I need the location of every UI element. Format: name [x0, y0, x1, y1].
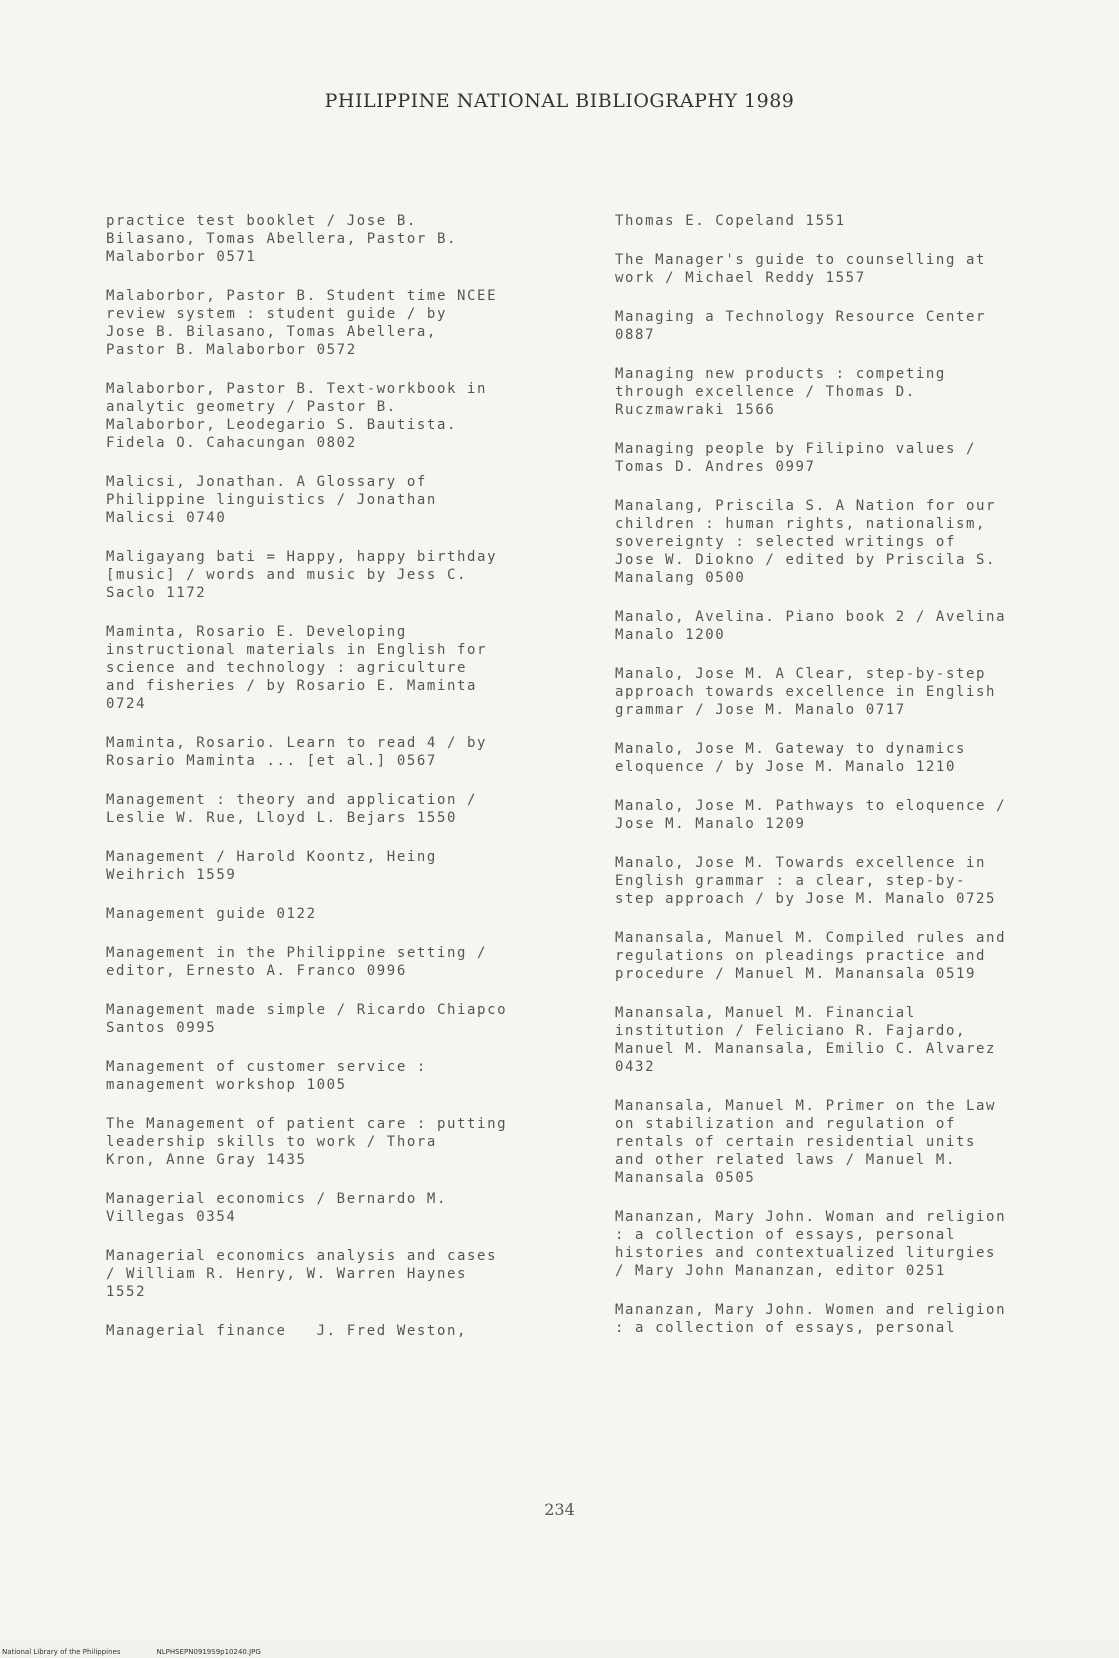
- entry-line: histories and contextualized liturgies: [615, 1245, 997, 1261]
- entry-line: management workshop 1005: [106, 1077, 347, 1093]
- bibliography-entry: [106, 287, 586, 359]
- entry-line: Maligayang bati = Happy, happy birthday: [106, 549, 498, 565]
- bibliography-entry: [615, 929, 1095, 983]
- entry-line: grammar / Jose M. Manalo 0717: [615, 702, 906, 718]
- page-title: PHILIPPINE NATIONAL BIBLIOGRAPHY 1989: [324, 90, 795, 112]
- entry-line: regulations on pleadings practice and: [615, 948, 987, 964]
- entry-line: Mananzan, Mary John. Women and religion: [615, 1302, 1007, 1318]
- bibliography-entry: [106, 1115, 586, 1169]
- entry-line: Manansala, Manuel M. Financial: [615, 1005, 916, 1021]
- entry-line: Managing new products : competing: [615, 366, 946, 382]
- entry-line: Manalo, Avelina. Piano book 2 / Avelina: [615, 609, 1007, 625]
- entry-line: 1552: [106, 1284, 147, 1300]
- bibliography-entry: [615, 251, 1095, 287]
- footer-library: National Library of the Philippines: [2, 1648, 121, 1656]
- entry-line: on stabilization and regulation of: [615, 1116, 956, 1132]
- entry-line: step approach / by Jose M. Manalo 0725: [615, 891, 997, 907]
- entry-line: 0432: [615, 1059, 656, 1075]
- bibliography-entry: [615, 1097, 1095, 1187]
- bibliography-entry: [106, 848, 586, 884]
- entry-line: instructional materials in English for: [106, 642, 488, 658]
- entry-line: Kron, Anne Gray 1435: [106, 1152, 307, 1168]
- entry-line: Malicsi, Jonathan. A Glossary of: [106, 474, 427, 490]
- entry-line: Managerial finance J. Fred Weston,: [106, 1323, 468, 1339]
- left-column: [106, 212, 586, 1361]
- bibliography-entry: [615, 854, 1095, 908]
- scan-footer: [2, 1648, 297, 1656]
- bibliography-entry: [106, 905, 586, 923]
- bibliography-entry: [615, 740, 1095, 776]
- entry-line: review system : student guide / by: [106, 306, 447, 322]
- entry-line: Managerial economics / Bernardo M.: [106, 1191, 447, 1207]
- entry-line: Villegas 0354: [106, 1209, 237, 1225]
- bibliography-entry: [106, 623, 586, 713]
- entry-line: Management : theory and application /: [106, 792, 478, 808]
- bibliography-entry: [615, 1004, 1095, 1076]
- entry-line: through excellence / Thomas D.: [615, 384, 916, 400]
- entry-line: Jose B. Bilasano, Tomas Abellera,: [106, 324, 437, 340]
- entry-line: Management made simple / Ricardo Chiapco: [106, 1002, 508, 1018]
- entry-line: and fisheries / by Rosario E. Maminta: [106, 678, 478, 694]
- entry-line: Manalo, Jose M. Towards excellence in: [615, 855, 987, 871]
- entry-line: procedure / Manuel M. Manansala 0519: [615, 966, 977, 982]
- entry-line: Manuel M. Manansala, Emilio C. Alvarez: [615, 1041, 997, 1057]
- entry-line: Saclo 1172: [106, 585, 207, 601]
- entry-line: Malaborbor, Leodegario S. Bautista.: [106, 417, 458, 433]
- entry-line: Managerial economics analysis and cases: [106, 1248, 498, 1264]
- bibliography-entry: [106, 944, 586, 980]
- entry-line: Management in the Philippine setting /: [106, 945, 488, 961]
- entry-line: [music] / words and music by Jess C.: [106, 567, 468, 583]
- page-number: 234: [544, 1500, 575, 1519]
- entry-line: Maminta, Rosario E. Developing: [106, 624, 407, 640]
- entry-line: Mananzan, Mary John. Woman and religion: [615, 1209, 1007, 1225]
- entry-line: Weihrich 1559: [106, 867, 237, 883]
- entry-line: practice test booklet / Jose B.: [106, 213, 417, 229]
- entry-line: editor, Ernesto A. Franco 0996: [106, 963, 407, 979]
- entry-line: The Management of patient care : putting: [106, 1116, 508, 1132]
- entry-line: Ruczmawraki 1566: [615, 402, 776, 418]
- entry-line: Manansala, Manuel M. Primer on the Law: [615, 1098, 997, 1114]
- bibliography-entry: [615, 1208, 1095, 1280]
- entry-line: science and technology : agriculture: [106, 660, 468, 676]
- bibliography-entry: [615, 1301, 1095, 1337]
- entry-line: 0887: [615, 327, 656, 343]
- bibliography-entry: [615, 308, 1095, 344]
- entry-line: Fidela O. Cahacungan 0802: [106, 435, 357, 451]
- entry-line: Thomas E. Copeland 1551: [615, 213, 846, 229]
- entry-line: Managing a Technology Resource Center: [615, 309, 987, 325]
- entry-line: work / Michael Reddy 1557: [615, 270, 866, 286]
- bibliography-entry: [615, 608, 1095, 644]
- footer-file: NLPHSEPN0919S9p10240.JPG: [156, 1648, 261, 1656]
- bibliography-entry: [106, 1001, 586, 1037]
- entry-line: Maminta, Rosario. Learn to read 4 / by: [106, 735, 488, 751]
- right-column: [615, 212, 1095, 1358]
- bibliography-entry: [106, 212, 586, 266]
- entry-line: Manalang 0500: [615, 570, 746, 586]
- entry-line: Leslie W. Rue, Lloyd L. Bejars 1550: [106, 810, 458, 826]
- entry-line: Malaborbor, Pastor B. Student time NCEE: [106, 288, 498, 304]
- bibliography-entry: [106, 548, 586, 602]
- bibliography-entry: [615, 497, 1095, 587]
- entry-line: approach towards excellence in English: [615, 684, 997, 700]
- entry-line: Malaborbor, Pastor B. Text-workbook in: [106, 381, 488, 397]
- entry-line: The Manager's guide to counselling at: [615, 252, 987, 268]
- entry-line: Manalo, Jose M. Gateway to dynamics: [615, 741, 967, 757]
- entry-line: Manalo, Jose M. A Clear, step-by-step: [615, 666, 987, 682]
- bibliography-entry: [106, 1322, 586, 1340]
- entry-line: and other related laws / Manuel M.: [615, 1152, 956, 1168]
- entry-line: Managing people by Filipino values /: [615, 441, 977, 457]
- bibliography-entry: [615, 665, 1095, 719]
- bibliography-entry: [615, 212, 1095, 230]
- bibliography-entry: [106, 380, 586, 452]
- entry-line: Management of customer service :: [106, 1059, 427, 1075]
- entry-line: leadership skills to work / Thora: [106, 1134, 437, 1150]
- entry-line: Manalo, Jose M. Pathways to eloquence /: [615, 798, 1007, 814]
- bibliography-entry: [615, 365, 1095, 419]
- entry-line: Pastor B. Malaborbor 0572: [106, 342, 357, 358]
- entry-line: Manalang, Priscila S. A Nation for our: [615, 498, 997, 514]
- entry-line: children : human rights, nationalism,: [615, 516, 987, 532]
- entry-line: Rosario Maminta ... [et al.] 0567: [106, 753, 437, 769]
- entry-line: Jose W. Diokno / edited by Priscila S.: [615, 552, 997, 568]
- entry-line: / William R. Henry, W. Warren Haynes: [106, 1266, 468, 1282]
- entry-line: Manansala 0505: [615, 1170, 756, 1186]
- bibliography-entry: [106, 1247, 586, 1301]
- entry-line: : a collection of essays, personal: [615, 1227, 956, 1243]
- entry-line: sovereignty : selected writings of: [615, 534, 956, 550]
- entry-line: Philippine linguistics / Jonathan: [106, 492, 437, 508]
- entry-line: Malicsi 0740: [106, 510, 227, 526]
- bibliography-entry: [106, 1190, 586, 1226]
- entry-line: / Mary John Mananzan, editor 0251: [615, 1263, 946, 1279]
- entry-line: Tomas D. Andres 0997: [615, 459, 816, 475]
- bibliography-entry: [106, 734, 586, 770]
- entry-line: Management guide 0122: [106, 906, 317, 922]
- entry-line: : a collection of essays, personal: [615, 1320, 956, 1336]
- entry-line: Management / Harold Koontz, Heing: [106, 849, 437, 865]
- entry-line: Jose M. Manalo 1209: [615, 816, 806, 832]
- entry-line: institution / Feliciano R. Fajardo,: [615, 1023, 967, 1039]
- entry-line: Manalo 1200: [615, 627, 726, 643]
- entry-line: English grammar : a clear, step-by-: [615, 873, 967, 889]
- bibliography-entry: [615, 440, 1095, 476]
- entry-line: Malaborbor 0571: [106, 249, 257, 265]
- entry-line: analytic geometry / Pastor B.: [106, 399, 397, 415]
- bibliography-entry: [615, 797, 1095, 833]
- entry-line: Bilasano, Tomas Abellera, Pastor B.: [106, 231, 458, 247]
- entry-line: eloquence / by Jose M. Manalo 1210: [615, 759, 956, 775]
- entry-line: Manansala, Manuel M. Compiled rules and: [615, 930, 1007, 946]
- entry-line: rentals of certain residential units: [615, 1134, 977, 1150]
- bibliography-entry: [106, 1058, 586, 1094]
- bibliography-entry: [106, 791, 586, 827]
- entry-line: 0724: [106, 696, 147, 712]
- entry-line: Santos 0995: [106, 1020, 217, 1036]
- bibliography-entry: [106, 473, 586, 527]
